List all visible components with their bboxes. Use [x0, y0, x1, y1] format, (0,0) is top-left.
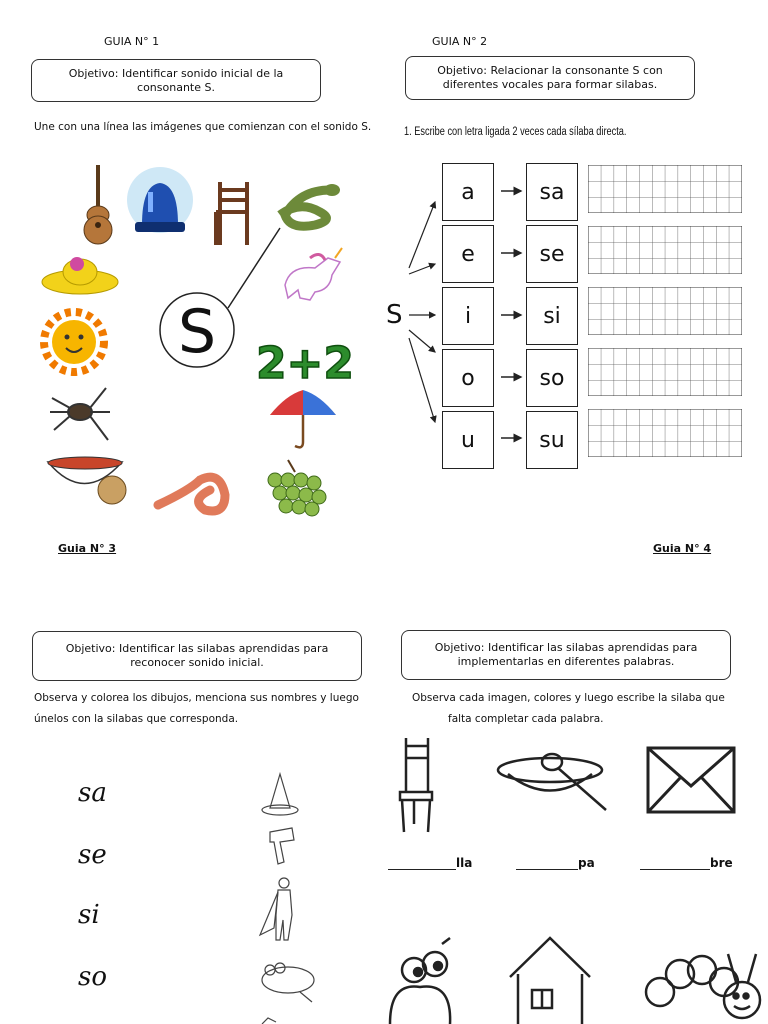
guia-1-picture-area — [30, 150, 375, 530]
guia-4-instruction-line-1: Observa cada imagen, colores y luego escribe la silaba que — [412, 692, 725, 704]
two-plus-two-text: 2+2 — [255, 338, 355, 389]
guia-2-objective: Objetivo: Relacionar la consonante S con diferentes vocales para formar silabas. — [405, 56, 695, 100]
vowel-cell: o — [442, 349, 494, 407]
blank-line[interactable] — [516, 869, 578, 870]
syllable-cell: su — [526, 411, 578, 469]
word-ending: pa — [578, 856, 595, 870]
frog-cartoon-icon — [390, 938, 450, 1024]
umbrella-icon — [270, 390, 336, 447]
cursive-syllable: si — [78, 900, 100, 930]
guia-4-pictures — [380, 732, 768, 1024]
word-blank-3[interactable] — [640, 856, 733, 870]
guitar-icon — [84, 165, 112, 244]
hair-dryer-icon — [270, 828, 294, 864]
house-icon — [510, 938, 590, 1024]
syllable-cell: so — [526, 349, 578, 407]
guia-1-title: GUIA N° 1 — [104, 35, 160, 48]
guia-3-instruction-line-1: Observa y colorea los dibujos, menciona sus nombres y luego — [34, 692, 359, 704]
blank-line[interactable] — [388, 869, 456, 870]
writing-grid[interactable] — [588, 165, 742, 213]
guia-4-title: Guia N° 4 — [653, 542, 712, 555]
snake-icon — [280, 184, 340, 226]
witch-hat-icon — [262, 774, 298, 815]
guia-3-title: Guia N° 3 — [58, 542, 117, 555]
vowel-cell: u — [442, 411, 494, 469]
envelope-icon — [648, 748, 734, 812]
guia-3-objective: Objetivo: Identificar las silabas aprendidas para reconocer sonido inicial. — [32, 631, 362, 681]
siren-icon — [127, 167, 193, 233]
vowel-cell: a — [442, 163, 494, 221]
vowel-cell: e — [442, 225, 494, 283]
writing-grid[interactable] — [588, 348, 742, 396]
word-ending: bre — [710, 856, 733, 870]
superhero-icon — [260, 878, 292, 940]
word-ending: lla — [456, 856, 473, 870]
center-letter: S — [177, 297, 217, 367]
syllable-cell: se — [526, 225, 578, 283]
guia-2-consonant: S — [386, 300, 403, 330]
cursive-syllable: se — [78, 840, 107, 870]
word-blank-1[interactable] — [388, 856, 472, 870]
writing-grid[interactable] — [588, 287, 742, 335]
guia-3-pictures — [240, 770, 330, 1024]
partial-picture-icon — [262, 1018, 276, 1024]
unicorn-icon — [285, 248, 342, 300]
spider-icon — [50, 388, 110, 440]
frog-icon — [262, 963, 314, 1002]
hat-icon — [42, 257, 118, 294]
chair-icon — [216, 182, 249, 245]
cursive-syllable: sa — [78, 778, 107, 808]
guia-4-objective: Objetivo: Identificar las silabas aprendidas para implementarlas en diferentes palabras. — [401, 630, 731, 680]
blank-line[interactable] — [640, 869, 710, 870]
caterpillar-icon — [646, 954, 760, 1018]
word-blank-2[interactable] — [516, 856, 595, 870]
guia-1-objective: Objetivo: Identificar sonido inicial de la consonante S. — [31, 59, 321, 102]
guia-1-instruction: Une con una línea las imágenes que comienzan con el sonido S. — [34, 121, 372, 133]
letter-s-circle — [160, 293, 234, 367]
guia-4-instruction-line-2: falta completar cada palabra. — [448, 713, 604, 725]
syllable-cell: sa — [526, 163, 578, 221]
guia-2-instruction: 1. Escribe con letra ligada 2 veces cada sílaba directa. — [404, 126, 627, 138]
chair-outline-icon — [400, 738, 432, 832]
guia-2-title: GUIA N° 2 — [432, 35, 488, 48]
bowl-spoon-icon — [498, 754, 606, 810]
writing-grid[interactable] — [588, 409, 742, 457]
syllable-cell: si — [526, 287, 578, 345]
vowel-cell: i — [442, 287, 494, 345]
connecting-line — [228, 228, 280, 308]
soup-bowl-icon — [48, 457, 126, 504]
grapes-icon — [268, 460, 326, 516]
cursive-syllable: so — [78, 962, 107, 992]
sausages-icon — [158, 477, 225, 511]
sun-icon — [44, 312, 104, 372]
guia-3-instruction-line-2: únelos con la silabas que corresponda. — [34, 713, 239, 725]
writing-grid[interactable] — [588, 226, 742, 274]
